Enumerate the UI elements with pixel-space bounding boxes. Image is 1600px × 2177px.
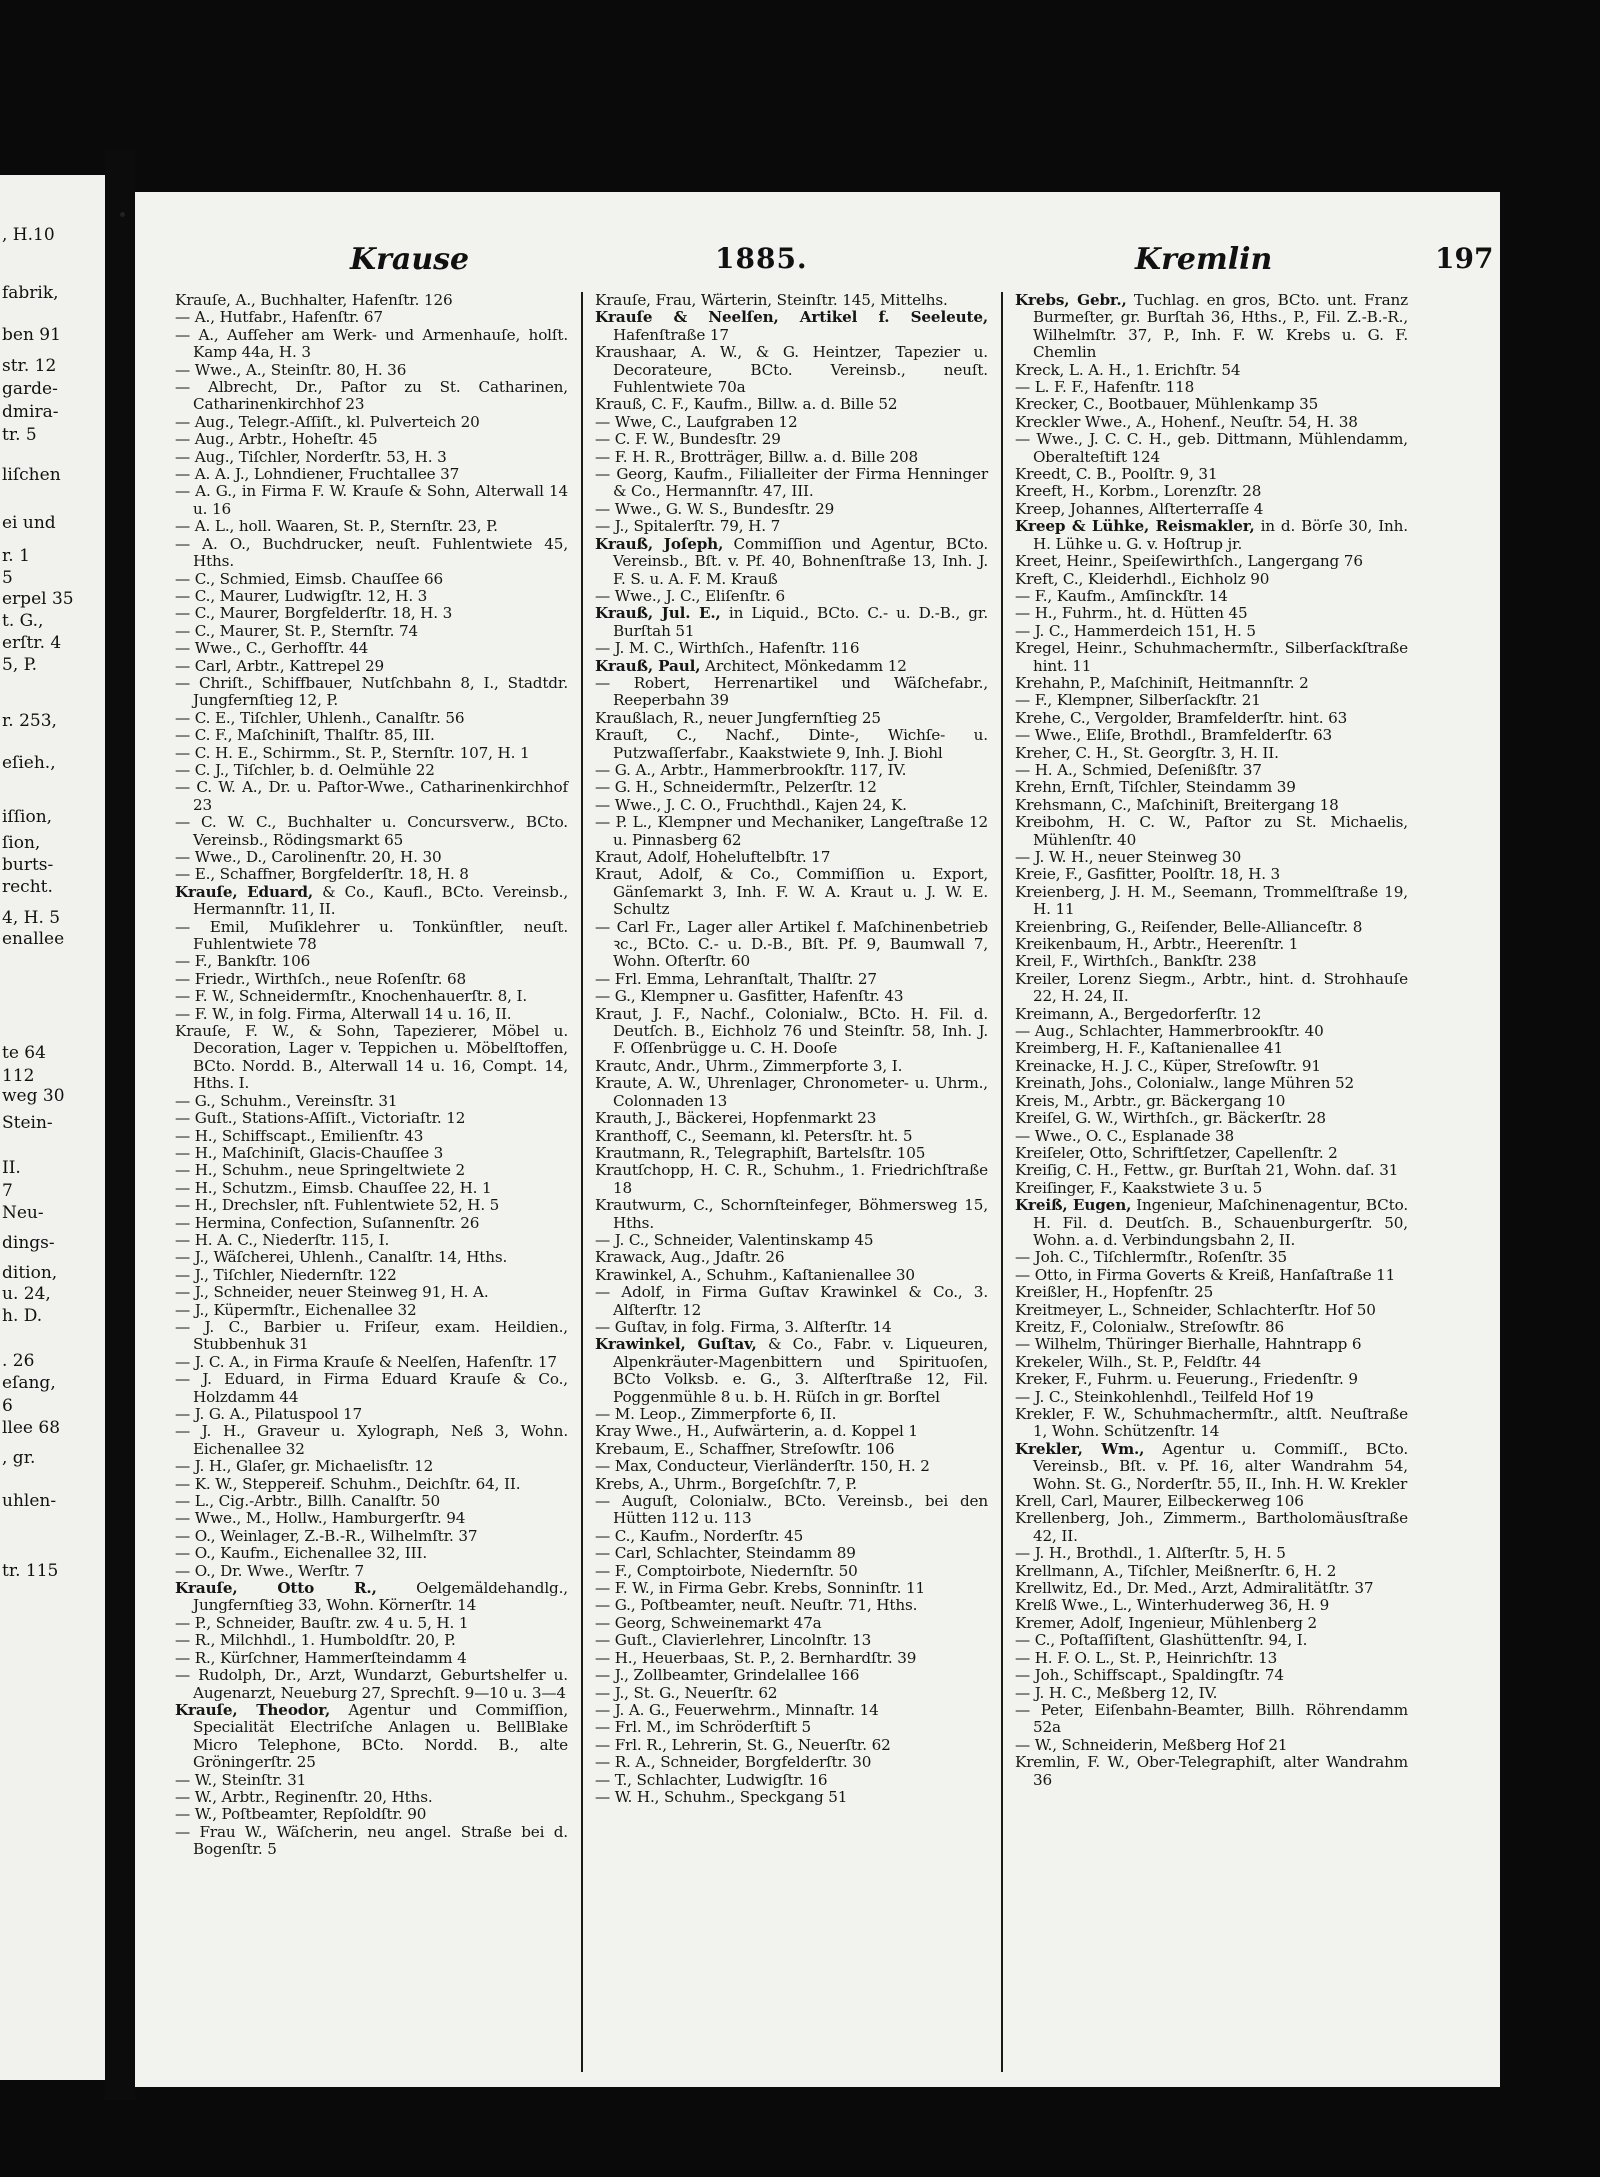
margin-dot xyxy=(120,212,125,217)
directory-entry: — Wwe., C., Gerhofſtr. 44 xyxy=(175,639,369,658)
directory-entry: Kreckler Wwe., A., Hohenf., Neuſtr. 54, H. 38 xyxy=(1015,412,1358,431)
directory-entry: Kraushaar, A. W., & G. Heintzer, Tapezier u. Decorateure, BCto. Vereinsb., neuſt. Fuhlentwiete 70a xyxy=(595,343,988,397)
directory-entry: — Wwe., J. C., Eliſenſtr. 6 xyxy=(595,586,785,605)
directory-entry: Kray Wwe., H., Aufwärterin, a. d. Koppel 1 xyxy=(595,1422,918,1441)
directory-entry: Kreie, F., Gasfitter, Poolſtr. 18, H. 3 xyxy=(1015,865,1281,884)
directory-entry: — Friedr., Wirthſch., neue Roſenſtr. 68 xyxy=(175,969,466,988)
previous-page-fragment: 5 xyxy=(2,568,13,588)
directory-entry: Krauß, C. F., Kaufm., Billw. a. d. Bille 52 xyxy=(595,395,898,414)
directory-entry: — C. E., Tiſchler, Uhlenh., Canalſtr. 56 xyxy=(175,708,465,727)
directory-entry: — Frl. M., im Schröderſtift 5 xyxy=(595,1718,811,1737)
previous-page-fragment: Neu- xyxy=(2,1203,44,1223)
directory-entry: — J. C. A., in Firma Krauſe & Neelſen, Hafenſtr. 17 xyxy=(175,1352,557,1371)
directory-entry: — G., Schuhm., Vereinsſtr. 31 xyxy=(175,1091,398,1110)
directory-entry: — H., Drechsler, nſt. Fuhlentwiete 52, H. 5 xyxy=(175,1196,500,1215)
directory-entry: Krecker, C., Bootbauer, Mühlenkamp 35 xyxy=(1015,395,1319,414)
directory-entry: — A. G., in Firma F. W. Krauſe & Sohn, Alterwall 14 u. 16 xyxy=(175,482,568,518)
directory-entry: — P., Schneider, Bauſtr. zw. 4 u. 5, H. 1 xyxy=(175,1613,469,1632)
previous-page-fragment: r. 253, xyxy=(2,711,57,731)
directory-entry: Kreimann, A., Bergedorferſtr. 12 xyxy=(1015,1004,1262,1023)
directory-entry: Krelß Wwe., L., Winterhuderweg 36, H. 9 xyxy=(1015,1596,1330,1615)
directory-entry: — H., Fuhrm., ht. d. Hütten 45 xyxy=(1015,604,1248,623)
previous-page-fragment: burts- xyxy=(2,855,54,875)
directory-entry: Krebs, Gebr., Tuchlag. en gros, BCto. unt. Franz Burmeſter, gr. Burſtah 36, Hths., P., Fil. Z.-B.-R., Wilhelmſtr. 37, P., Inh. F. W. Krebs u. G. F. Chemlin xyxy=(1015,291,1408,362)
previous-page-fragment: 112 xyxy=(2,1066,35,1086)
directory-entry: Krautc, Andr., Uhrm., Zimmerpforte 3, I. xyxy=(595,1056,903,1075)
directory-entry: Krautmann, R., Telegraphiſt, Bartelsſtr. 105 xyxy=(595,1143,926,1162)
directory-entry: Kraut, Adolf, Hoheluftelbſtr. 17 xyxy=(595,848,831,866)
previous-page-fragment: recht. xyxy=(2,877,53,897)
directory-entry: — W., Arbtr., Reginenſtr. 20, Hths. xyxy=(175,1787,433,1806)
previous-page-fragment: Stein- xyxy=(2,1113,53,1133)
previous-page-fragment: II. xyxy=(2,1158,21,1178)
directory-entry: — Wwe., G. W. S., Bundesſtr. 29 xyxy=(595,499,835,518)
directory-entry: Krekler, F. W., Schuhmachermſtr., altſt. Neuſtraße 1, Wohn. Schützenſtr. 14 xyxy=(1015,1405,1408,1441)
directory-entry: — C., Schmied, Eimsb. Chauſſee 66 xyxy=(175,569,444,588)
directory-entry: — Rudolph, Dr., Arzt, Wundarzt, Geburtshelfer u. Augenarzt, Neueburg 27, Sprechſt. 9—10 u. 3—4 xyxy=(175,1666,568,1702)
directory-entry: Kreißler, H., Hopfenſtr. 25 xyxy=(1015,1283,1214,1302)
directory-entry: — F. H. R., Brotträger, Billw. a. d. Bille 208 xyxy=(595,447,919,466)
previous-page-fragment: weg 30 xyxy=(2,1086,65,1106)
directory-entry: Krehsmann, C., Maſchiniſt, Breitergang 18 xyxy=(1015,795,1339,814)
previous-page-fragment: , gr. xyxy=(2,1448,36,1468)
directory-entry: Kreinacke, H. J. C., Küper, Streſowſtr. 91 xyxy=(1015,1056,1321,1075)
directory-column-3 xyxy=(1015,292,1408,1789)
directory-entry: — F. W., in Firma Gebr. Krebs, Sonninſtr. 11 xyxy=(595,1579,925,1598)
previous-page-fragment: tr. 115 xyxy=(2,1561,59,1581)
directory-entry: — Carl Fr., Lager aller Artikel f. Maſchinenbetrieb ꝛc., BCto. C.- u. D.-B., Bſt. Pf. 9, Baumwall 7, Wohn. Oſterſtr. 60 xyxy=(595,917,988,971)
directory-entry: — Emil, Muſiklehrer u. Tonkünſtler, neuſt. Fuhlentwiete 78 xyxy=(175,917,568,954)
directory-entry: — J. H., Graveur u. Xylograph, Neß 3, Wohn. Eichenallee 32 xyxy=(175,1422,568,1458)
directory-entry: — J. H., Brothdl., 1. Alſterſtr. 5, H. 5 xyxy=(1015,1544,1286,1563)
directory-entry: Kreis, M., Arbtr., gr. Bäckergang 10 xyxy=(1015,1091,1286,1110)
directory-entry: Kreedt, C. B., Poolſtr. 9, 31 xyxy=(1015,465,1218,484)
previous-page-fragment: fabrik, xyxy=(2,283,59,303)
directory-entry: Kreft, C., Kleiderhdl., Eichholz 90 xyxy=(1015,569,1270,588)
directory-entry: Krell, Carl, Maurer, Eilbeckerweg 106 xyxy=(1015,1492,1304,1511)
directory-entry: — Frau W., Wäſcherin, neu angel. Straße bei d. Bogenſtr. 5 xyxy=(175,1822,568,1859)
directory-column-1 xyxy=(175,292,568,1859)
directory-entry: — M. Leop., Zimmerpforte 6, II. xyxy=(595,1405,837,1423)
directory-entry: — Aug., Tiſchler, Norderſtr. 53, H. 3 xyxy=(175,447,447,466)
directory-entry: — C., Kaufm., Norderſtr. 45 xyxy=(595,1526,804,1545)
directory-entry: Kreiſinger, F., Kaakstwiete 3 u. 5 xyxy=(1015,1178,1263,1197)
directory-page xyxy=(135,192,1500,2087)
directory-entry: — A. L., holl. Waaren, St. P., Sternſtr. 23, P. xyxy=(175,517,498,536)
directory-entry: — J., St. G., Neuerſtr. 62 xyxy=(595,1683,778,1702)
directory-entry: Kreck, L. A. H., 1. Erichſtr. 54 xyxy=(1015,360,1241,379)
previous-page-fragment: 6 xyxy=(2,1396,13,1416)
directory-entry: — Chriſt., Schiffbauer, Nutſchbahn 8, I., Stadtdr. Jungfernſtieg 12, P. xyxy=(175,673,568,710)
previous-page-fragment: iſſion, xyxy=(2,807,53,827)
directory-entry: — F., Kaufm., Amſinckſtr. 14 xyxy=(1015,586,1228,605)
previous-page-fragment: erſtr. 4 xyxy=(2,633,62,653)
directory-entry: — Auguſt, Colonialw., BCto. Vereinsb., bei den Hütten 112 u. 113 xyxy=(595,1492,988,1528)
directory-entry: — Wwe., A., Steinſtr. 80, H. 36 xyxy=(175,360,407,379)
directory-entry: — F. W., in folg. Firma, Alterwall 14 u. 16, II. xyxy=(175,1004,512,1023)
directory-entry: — W., Poſtbeamter, Repſoldſtr. 90 xyxy=(175,1805,427,1824)
directory-entry: — Aug., Telegr.-Aſſiſt., kl. Pulverteich 20 xyxy=(175,412,480,431)
directory-entry: — Wwe., D., Carolinenſtr. 20, H. 30 xyxy=(175,848,442,866)
directory-entry: — R. A., Schneider, Borgfelderſtr. 30 xyxy=(595,1753,872,1772)
directory-entry: Kremer, Adolf, Ingenieur, Mühlenberg 2 xyxy=(1015,1613,1318,1632)
directory-entry: — A., Hutfabr., Hafenſtr. 67 xyxy=(175,308,383,327)
directory-entry: — Wwe, C., Laufgraben 12 xyxy=(595,412,798,431)
directory-entry: — E., Schaffner, Borgfelderſtr. 18, H. 8 xyxy=(175,865,469,884)
directory-entry: — O., Weinlager, Z.-B.-R., Wilhelmſtr. 37 xyxy=(175,1526,478,1545)
header-right-keyword: Kremlin xyxy=(1135,242,1273,277)
directory-entry: — H., Maſchiniſt, Glacis-Chauſſee 3 xyxy=(175,1143,444,1162)
directory-entry: Krebs, A., Uhrm., Borgeſchſtr. 7, P. xyxy=(595,1474,857,1493)
directory-entry: Kraußlach, R., neuer Jungfernſtieg 25 xyxy=(595,708,881,727)
directory-entry: — H., Heuerbaas, St. P., 2. Bernhardſtr. 39 xyxy=(595,1648,917,1667)
directory-entry: — Georg, Schweinemarkt 47a xyxy=(595,1613,822,1632)
directory-entry: — J., Spitalerſtr. 79, H. 7 xyxy=(595,517,781,536)
directory-entry: — Robert, Herrenartikel und Wäſchefabr., Reeperbahn 39 xyxy=(595,673,988,710)
directory-entry: — G. A., Arbtr., Hammerbrookſtr. 117, IV. xyxy=(595,760,907,779)
directory-entry: — L., Cig.-Arbtr., Billh. Canalſtr. 50 xyxy=(175,1492,441,1511)
directory-entry: — Wwe., J. C. C. H., geb. Dittmann, Mühlendamm, Oberalteſtift 124 xyxy=(1015,430,1408,466)
directory-column-2 xyxy=(595,292,988,1806)
directory-entry: — J. Eduard, in Firma Eduard Krauſe & Co., Holzdamm 44 xyxy=(175,1370,568,1406)
directory-entry: Kreep & Lühke, Reismakler, in d. Börſe 30, Inh. H. Lühke u. G. v. Hoſtrup jr. xyxy=(1015,517,1408,553)
previous-page-fragment: dition, xyxy=(2,1263,58,1283)
previous-page-fragment: ei und xyxy=(2,513,56,533)
column-divider xyxy=(581,292,583,2072)
directory-entry: — G., Klempner u. Gasfitter, Hafenſtr. 43 xyxy=(595,987,904,1006)
directory-entry: — Frl. Emma, Lehranſtalt, Thalſtr. 27 xyxy=(595,969,877,988)
directory-entry: Krekler, Wm., Agentur u. Commiſſ., BCto. Vereinsb., Bſt. v. Pf. 16, alter Wandrahm 54, Wohn. St. G., Norderſtr. 55, II., Inh. H. W. Krekler xyxy=(1015,1439,1409,1493)
directory-entry: — J. H. C., Meßberg 12, IV. xyxy=(1015,1683,1218,1702)
directory-entry: Kreiſig, C. H., Fettw., gr. Burſtah 21, Wohn. daſ. 31 xyxy=(1015,1161,1399,1180)
directory-entry: Krehn, Ernſt, Tiſchler, Steindamm 39 xyxy=(1015,778,1296,797)
directory-entry: Kranthoff, C., Seemann, kl. Petersſtr. ht. 5 xyxy=(595,1126,913,1145)
directory-entry: — W., Steinſtr. 31 xyxy=(175,1770,307,1789)
directory-entry: Kreher, C. H., St. Georgſtr. 3, H. II. xyxy=(1015,743,1279,762)
previous-page-fragment: 4, H. 5 xyxy=(2,908,61,928)
directory-entry: Krautſchopp, H. C. R., Schuhm., 1. Friedrichſtraße 18 xyxy=(595,1161,988,1197)
directory-entry: — J. G. A., Pilatuspool 17 xyxy=(175,1405,363,1423)
directory-entry: — H., Schiffscapt., Emilienſtr. 43 xyxy=(175,1126,424,1145)
directory-entry: — K. W., Steppereif. Schuhm., Deichſtr. 64, II. xyxy=(175,1474,521,1493)
directory-entry: Krautwurm, C., Schornſteinfeger, Böhmersweg 15, Hths. xyxy=(595,1196,988,1232)
directory-entry: — Guſt., Stations-Aſſiſt., Victoriaſtr. 12 xyxy=(175,1109,466,1128)
directory-entry: — J. M. C., Wirthſch., Hafenſtr. 116 xyxy=(595,639,860,658)
directory-entry: — H. A. C., Niederſtr. 115, I. xyxy=(175,1230,390,1249)
directory-entry: — G. H., Schneidermſtr., Pelzerſtr. 12 xyxy=(595,778,877,797)
directory-entry: — C. J., Tiſchler, b. d. Oelmühle 22 xyxy=(175,760,435,779)
directory-entry: — H. F. O. L., St. P., Heinrichſtr. 13 xyxy=(1015,1648,1278,1667)
directory-entry: Kraut, J. F., Nachf., Colonialw., BCto. H. Fil. d. Deutſch. B., Eichholz 76 und Steinſtr. 58, Inh. J. F. Oſſenbrügge u. C. H. Dooſe xyxy=(595,1004,988,1058)
directory-entry: — Peter, Eiſenbahn-Beamter, Billh. Röhrendamm 52a xyxy=(1015,1700,1408,1737)
previous-page-fragment: 5, P. xyxy=(2,655,38,675)
previous-page-fragment: r. 1 xyxy=(2,546,30,566)
directory-entry: — C. F. W., Bundesſtr. 29 xyxy=(595,430,781,449)
directory-entry: — T., Schlachter, Ludwigſtr. 16 xyxy=(595,1770,828,1789)
directory-entry: Kraute, A. W., Uhrenlager, Chronometer- u. Uhrm., Colonnaden 13 xyxy=(595,1074,988,1110)
directory-entry: Krauſe, A., Buchhalter, Hafenſtr. 126 xyxy=(175,291,453,309)
directory-entry: Krawinkel, Guſtav, & Co., Fabr. v. Liqueuren, Alpenkräuter-Magenbittern und Spirituoſen, BCto Volksb. e. G., 3. Alſterſtraße 12, Fil. Poggenmühle 8 u. b. H. Rüſch in gr. Borſtel xyxy=(595,1335,988,1406)
directory-entry: — C., Maurer, Ludwigſtr. 12, H. 3 xyxy=(175,586,428,605)
directory-entry: — O., Dr. Wwe., Werſtr. 7 xyxy=(175,1561,365,1580)
directory-entry: — J., Tiſchler, Niedernſtr. 122 xyxy=(175,1265,397,1284)
previous-page-edge xyxy=(0,175,105,2080)
directory-entry: — Wwe., J. C. O., Fruchthdl., Kajen 24, K. xyxy=(595,795,907,814)
directory-entry: Krawack, Aug., Jdaſtr. 26 xyxy=(595,1248,785,1267)
previous-page-fragment: 7 xyxy=(2,1181,13,1201)
previous-page-fragment: liſchen xyxy=(2,465,61,485)
directory-entry: — Albrecht, Dr., Paſtor zu St. Catharinen, Catharinenkirchhof 23 xyxy=(175,378,568,414)
directory-entry: — Carl, Schlachter, Steindamm 89 xyxy=(595,1544,856,1563)
directory-entry: — Hermina, Confection, Suſannenſtr. 26 xyxy=(175,1213,480,1232)
directory-entry: — W., Schneiderin, Meßberg Hof 21 xyxy=(1015,1735,1288,1754)
directory-entry: — Frl. R., Lehrerin, St. G., Neuerſtr. 62 xyxy=(595,1735,891,1754)
directory-entry: — J., Wäſcherei, Uhlenh., Canalſtr. 14, Hths. xyxy=(175,1248,508,1267)
directory-entry: — P. L., Klempner und Mechaniker, Langeſtraße 12 u. Pinnasberg 62 xyxy=(595,813,988,849)
directory-entry: — C. H. E., Schirmm., St. P., Sternſtr. 107, H. 1 xyxy=(175,743,530,762)
directory-entry: Kreiſel, G. W., Wirthſch., gr. Bäckerſtr. 28 xyxy=(1015,1109,1326,1128)
directory-entry: — Guſt., Clavierlehrer, Lincolnſtr. 13 xyxy=(595,1631,872,1650)
header-year: 1885. xyxy=(715,242,808,275)
directory-entry: — Joh. C., Tiſchlermſtr., Roſenſtr. 35 xyxy=(1015,1248,1288,1267)
previous-page-fragment: eſieh., xyxy=(2,753,56,773)
previous-page-fragment: str. 12 xyxy=(2,356,57,376)
page-number: 197 xyxy=(1435,242,1494,275)
directory-entry: Kreiſeler, Otto, Schriftſetzer, Capellenſtr. 2 xyxy=(1015,1143,1338,1162)
directory-entry: — C. W. A., Dr. u. Paſtor-Wwe., Catharinenkirchhof 23 xyxy=(175,778,568,814)
directory-entry: Krauth, J., Bäckerei, Hopfenmarkt 23 xyxy=(595,1109,877,1128)
directory-entry: — Carl, Arbtr., Kattrepel 29 xyxy=(175,656,384,675)
directory-entry: Krauſe, Eduard, & Co., Kaufl., BCto. Vereinsb., Hermannſtr. 11, II. xyxy=(175,882,568,919)
directory-entry: — G., Poſtbeamter, neuſt. Neuſtr. 71, Hths. xyxy=(595,1596,918,1615)
directory-entry: Krauſe, Frau, Wärterin, Steinſtr. 145, Mittelhs. xyxy=(595,291,948,309)
directory-entry: Krellwitz, Ed., Dr. Med., Arzt, Admiralitätſtr. 37 xyxy=(1015,1579,1374,1598)
directory-entry: — C., Maurer, Borgfelderſtr. 18, H. 3 xyxy=(175,604,453,623)
page-header xyxy=(135,192,1500,282)
directory-entry: — J., Schneider, neuer Steinweg 91, H. A. xyxy=(175,1283,489,1302)
directory-entry: Kreiler, Lorenz Siegm., Arbtr., hint. d. Strohhauſe 22, H. 24, II. xyxy=(1015,969,1408,1006)
directory-entry: Krehe, C., Vergolder, Bramfelderſtr. hint. 63 xyxy=(1015,708,1348,727)
directory-entry: — Georg, Kaufm., Filialleiter der Firma Henninger & Co., Hermannſtr. 47, III. xyxy=(595,465,988,501)
previous-page-fragment: u. 24, xyxy=(2,1284,51,1304)
directory-entry: Kreienbring, G., Reiſender, Belle-Allianceſtr. 8 xyxy=(1015,917,1363,936)
directory-entry: — Adolf, in Firma Guſtav Krawinkel & Co., 3. Alſterſtr. 12 xyxy=(595,1283,988,1319)
directory-entry: — C., Poſtaſſiſtent, Glashüttenſtr. 94, I. xyxy=(1015,1631,1308,1650)
previous-page-fragment: enallee xyxy=(2,929,65,949)
directory-entry: — Wwe., Eliſe, Brothdl., Bramfelderſtr. 63 xyxy=(1015,726,1332,745)
directory-entry: Krehahn, P., Maſchiniſt, Heitmannſtr. 2 xyxy=(1015,673,1309,692)
directory-entry: Kreibohm, H. C. W., Paſtor zu St. Michaelis, Mühlenſtr. 40 xyxy=(1015,813,1408,849)
directory-entry: — Wilhelm, Thüringer Bierhalle, Hahntrapp 6 xyxy=(1015,1335,1362,1354)
directory-entry: — F., Comptoirbote, Niedernſtr. 50 xyxy=(595,1561,858,1580)
directory-entry: Krauſe & Neelſen, Artikel f. Seeleute, Hafenſtraße 17 xyxy=(595,308,988,344)
directory-entry: Kreil, F., Wirthſch., Bankſtr. 238 xyxy=(1015,952,1257,971)
directory-entry: Krauß, Joſeph, Commiſſion und Agentur, BCto. Vereinsb., Bſt. v. Pf. 40, Bohnenſtraße 13, Inh. J. F. S. u. A. F. M. Krauß xyxy=(595,534,988,588)
header-left-keyword: Krause xyxy=(350,242,470,277)
directory-entry: — R., Kürſchner, Hammerſteindamm 4 xyxy=(175,1648,467,1667)
directory-entry: Kreienberg, J. H. M., Seemann, Trommelſtraße 19, H. 11 xyxy=(1015,882,1408,919)
directory-entry: — J. C., Steinkohlenhdl., Teilfeld Hof 19 xyxy=(1015,1387,1314,1406)
directory-entry: Kreker, F., Fuhrm. u. Feuerung., Friedenſtr. 9 xyxy=(1015,1370,1358,1389)
previous-page-fragment: te 64 xyxy=(2,1043,46,1063)
directory-entry: Krauſe, F. W., & Sohn, Tapezierer, Möbel u. Decoration, Lager v. Teppichen u. Möbelſtoffen, BCto. Nordd. B., Alterwall 14 u. 16, Compt. 14, Hths. I. xyxy=(175,1022,568,1093)
directory-entry: — J. W. H., neuer Steinweg 30 xyxy=(1015,848,1242,866)
previous-page-fragment: ben 91 xyxy=(2,325,61,345)
directory-entry: — H., Schutzm., Eimsb. Chauſſee 22, H. 1 xyxy=(175,1178,492,1197)
directory-entry: — Joh., Schiffscapt., Spaldingſtr. 74 xyxy=(1015,1666,1284,1685)
directory-entry: Krekeler, Wilh., St. P., Feldſtr. 44 xyxy=(1015,1352,1262,1371)
directory-entry: — F., Klempner, Silberſackſtr. 21 xyxy=(1015,691,1261,710)
directory-entry: Kreitmeyer, L., Schneider, Schlachterſtr. Hof 50 xyxy=(1015,1300,1376,1319)
directory-entry: Kreikenbaum, H., Arbtr., Heerenſtr. 1 xyxy=(1015,935,1299,954)
directory-entry: — Otto, in Firma Goverts & Kreiß, Hanſaſtraße 11 xyxy=(1015,1265,1396,1284)
previous-page-fragment: t. G., xyxy=(2,611,44,631)
directory-entry: — Aug., Schlachter, Hammerbrookſtr. 40 xyxy=(1015,1022,1324,1041)
previous-page-fragment: , H.10 xyxy=(2,225,55,245)
directory-entry: Krellenberg, Joh., Zimmerm., Bartholomäusſtraße 42, II. xyxy=(1015,1509,1408,1545)
directory-entry: Krauſt, C., Nachf., Dinte-, Wichſe- u. Putzwaſſerfabr., Kaakstwiete 9, Inh. J. Biohl xyxy=(595,726,988,762)
directory-entry: Kreinath, Johs., Colonialw., lange Mühren 52 xyxy=(1015,1074,1355,1093)
directory-entry: Krawinkel, A., Schuhm., Kaſtanienallee 30 xyxy=(595,1265,915,1284)
previous-page-fragment: . 26 xyxy=(2,1351,35,1371)
book-gutter xyxy=(105,150,135,2100)
directory-entry: Krauſe, Otto R., Oelgemäldehandlg., Jungfernſtieg 33, Wohn. Körnerſtr. 14 xyxy=(175,1579,568,1615)
previous-page-fragment: garde- xyxy=(2,379,58,399)
directory-entry: — F. W., Schneidermſtr., Knochenhauerſtr. 8, I. xyxy=(175,987,528,1006)
directory-entry: — A., Aufſeher am Werk- und Armenhauſe, holſt. Kamp 44a, H. 3 xyxy=(175,325,568,362)
directory-entry: Kremlin, F. W., Ober-Telegraphiſt, alter Wandrahm 36 xyxy=(1015,1753,1408,1789)
directory-entry: — C., Maurer, St. P., Sternſtr. 74 xyxy=(175,621,418,640)
directory-entry: — F., Bankſtr. 106 xyxy=(175,952,311,971)
directory-entry: Krauß, Jul. E., in Liquid., BCto. C.- u. D.-B., gr. Burſtah 51 xyxy=(595,604,988,640)
column-divider xyxy=(1001,292,1003,2072)
directory-entry: Kreet, Heinr., Speiſewirthſch., Langergang 76 xyxy=(1015,552,1363,571)
directory-entry: Kreiß, Eugen, Ingenieur, Maſchinenagentur, BCto. H. Fil. d. Deutſch. B., Schauenburgerſtr. 50, Wohn. a. d. Verbindungsbahn 2, II. xyxy=(1015,1196,1408,1249)
directory-entry: Krauß, Paul, Architect, Mönkedamm 12 xyxy=(595,656,907,675)
previous-page-fragment: tr. 5 xyxy=(2,425,37,445)
directory-entry: — L. F. F., Hafenſtr. 118 xyxy=(1015,378,1195,397)
directory-entry: Kreeft, H., Korbm., Lorenzſtr. 28 xyxy=(1015,482,1262,501)
directory-entry: — C. F., Maſchiniſt, Thalſtr. 85, III. xyxy=(175,726,435,745)
previous-page-fragment: ſion, xyxy=(2,833,41,853)
directory-entry: — H., Schuhm., neue Springeltwiete 2 xyxy=(175,1161,465,1180)
directory-entry: — H. A., Schmied, Deſenißſtr. 37 xyxy=(1015,760,1262,779)
directory-entry: — W. H., Schuhm., Speckgang 51 xyxy=(595,1787,848,1806)
directory-entry: — J., Zollbeamter, Grindelallee 166 xyxy=(595,1666,860,1685)
previous-page-fragment: llee 68 xyxy=(2,1418,61,1438)
directory-entry: Kreimberg, H. F., Kaſtanienallee 41 xyxy=(1015,1039,1283,1058)
directory-entry: — J. C., Schneider, Valentinskamp 45 xyxy=(595,1230,874,1249)
directory-entry: — J. C., Barbier u. Friſeur, exam. Heildien., Stubbenhuk 31 xyxy=(175,1317,568,1354)
directory-entry: — C. W. C., Buchhalter u. Concursverw., BCto. Vereinsb., Rödingsmarkt 65 xyxy=(175,813,568,849)
directory-entry: — A. A. J., Lohndiener, Fruchtallee 37 xyxy=(175,465,460,484)
directory-entry: Kregel, Heinr., Schuhmachermſtr., Silberſackſtraße hint. 11 xyxy=(1015,639,1408,675)
directory-entry: — Wwe., O. C., Esplanade 38 xyxy=(1015,1126,1235,1145)
previous-page-fragment: uhlen- xyxy=(2,1491,57,1511)
directory-entry: — J. A. G., Feuerwehrm., Minnaſtr. 14 xyxy=(595,1700,879,1719)
directory-entry: — Wwe., M., Hollw., Hamburgerſtr. 94 xyxy=(175,1509,466,1528)
directory-entry: — O., Kaufm., Eichenallee 32, III. xyxy=(175,1544,428,1563)
directory-entry: Kraut, Adolf, & Co., Commiſſion u. Export, Gänſemarkt 3, Inh. F. W. A. Kraut u. J. W. E. Schultz xyxy=(595,865,988,919)
previous-page-fragment: eſang, xyxy=(2,1373,56,1393)
directory-entry: Kreep, Johannes, Alſterterraſſe 4 xyxy=(1015,499,1264,518)
previous-page-fragment: erpel 35 xyxy=(2,589,74,609)
directory-entry: Krellmann, A., Tiſchler, Meißnerſtr. 6, H. 2 xyxy=(1015,1561,1337,1580)
directory-entry: — J. C., Hammerdeich 151, H. 5 xyxy=(1015,621,1256,640)
directory-entry: — A. O., Buchdrucker, neuſt. Fuhlentwiete 45, Hths. xyxy=(175,534,568,571)
directory-entry: Krauſe, Theodor, Agentur und Commiſſion, Specialität Electriſche Anlagen u. BellBlake Micro Telephone, BCto. Nordd. B., alte Gröningerſtr. 25 xyxy=(175,1700,568,1772)
directory-entry: Kreitz, F., Colonialw., Streſowſtr. 86 xyxy=(1015,1317,1284,1336)
directory-entry: — J., Küpermſtr., Eichenallee 32 xyxy=(175,1300,417,1319)
previous-page-fragment: h. D. xyxy=(2,1306,43,1326)
previous-page-fragment: dmira- xyxy=(2,402,59,422)
directory-entry: — Guſtav, in folg. Firma, 3. Alſterſtr. 14 xyxy=(595,1317,892,1336)
directory-entry: — Aug., Arbtr., Hoheſtr. 45 xyxy=(175,430,378,449)
directory-entry: — Max, Conducteur, Vierländerſtr. 150, H. 2 xyxy=(595,1457,930,1476)
directory-entry: Krebaum, E., Schaffner, Streſowſtr. 106 xyxy=(595,1439,895,1458)
directory-entry: — R., Milchhdl., 1. Humboldſtr. 20, P. xyxy=(175,1631,456,1650)
directory-entry: — J. H., Glaſer, gr. Michaelisſtr. 12 xyxy=(175,1457,434,1476)
previous-page-fragment: dings- xyxy=(2,1233,55,1253)
